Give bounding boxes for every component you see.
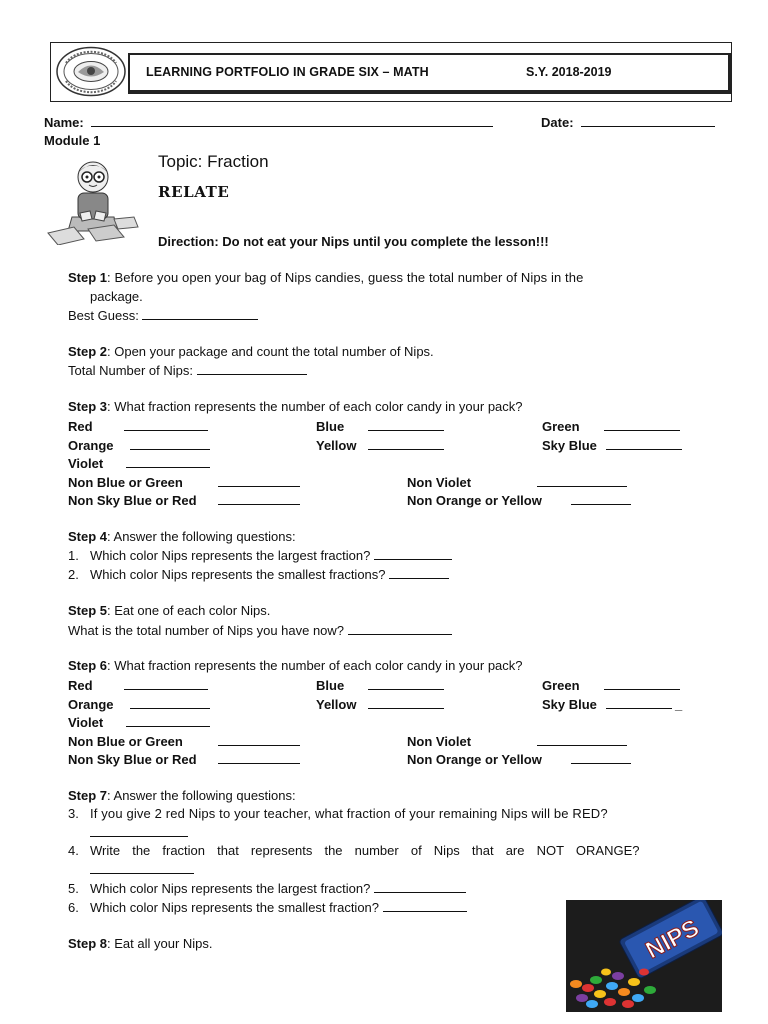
s6-skyblue: Sky Blue _ <box>542 697 683 712</box>
s3-non-violet: Non Violet <box>407 474 627 490</box>
s3-green-field[interactable] <box>604 418 680 431</box>
s6-non-orange-yellow: Non Orange or Yellow <box>407 751 631 767</box>
step7-q6-field[interactable] <box>383 899 467 912</box>
step4-q2-field[interactable] <box>389 566 449 579</box>
s3-skyblue-field[interactable] <box>606 437 682 450</box>
step4-q2: 2. Which color Nips represents the smallest fractions? <box>68 566 449 582</box>
s6-non-sky-red-field[interactable] <box>218 751 300 764</box>
step7-q5: 5. Which color Nips represents the largest fraction? <box>68 880 466 896</box>
s3-red-field[interactable] <box>124 418 208 431</box>
s6-blue-field[interactable] <box>368 677 444 690</box>
s6-green: Green <box>542 677 680 693</box>
portfolio-title: LEARNING PORTFOLIO IN GRADE SIX – MATH <box>146 65 429 79</box>
step5-q-field[interactable] <box>348 622 452 635</box>
s6-red-field[interactable] <box>124 677 208 690</box>
s3-non-orange-yellow-field[interactable] <box>571 492 631 505</box>
s3-violet-field[interactable] <box>126 455 210 468</box>
step7-q3-field[interactable] <box>90 824 188 837</box>
s6-skyblue-field[interactable] <box>606 696 672 709</box>
step1-text: : Before you open your bag of Nips candies, guess the total number of Nips in the <box>107 270 584 285</box>
step4-label: Step 4 <box>68 529 108 544</box>
step8-text: : Eat all your Nips. <box>107 936 213 951</box>
s6-non-orange-yellow-field[interactable] <box>571 751 631 764</box>
s6-non-blue-green-field[interactable] <box>218 733 300 746</box>
total-nips-row <box>68 362 307 378</box>
step1-text-cont: package. <box>90 289 143 304</box>
best-guess-field[interactable] <box>142 307 258 320</box>
name-label: Name <box>44 115 80 130</box>
s6-blue: Blue <box>316 677 444 693</box>
school-year: S.Y. 2018-2019 <box>526 65 612 79</box>
step7-q3: 3. If you give 2 red Nips to your teacher, what fraction of your remaining Nips will be RED? <box>68 806 608 821</box>
step3-line <box>68 399 523 414</box>
step7-label: Step 7 <box>68 788 108 803</box>
step2-line <box>68 344 434 359</box>
s3-skyblue: Sky Blue <box>542 437 682 453</box>
step4-text: : Answer the following questions: <box>107 529 296 544</box>
s3-non-blue-green-field[interactable] <box>218 474 300 487</box>
step6-text: : What fraction represents the number of each color candy in your pack? <box>107 658 523 673</box>
step8-label: Step 8 <box>68 936 108 951</box>
s6-non-violet-field[interactable] <box>537 733 627 746</box>
date-row: Date: <box>541 114 715 130</box>
total-nips-field[interactable] <box>197 362 307 375</box>
step7-q4: 4. Write the fraction that represents the number of Nips that are NOT ORANGE? <box>68 843 640 858</box>
s3-violet: Violet <box>68 455 210 471</box>
school-seal-icon <box>54 45 128 98</box>
direction-text: Direction: Do not eat your Nips until you complete the lesson!!! <box>158 234 549 249</box>
name-field[interactable] <box>91 114 493 127</box>
best-guess-row <box>68 307 258 323</box>
step5-q: What is the total number of Nips you have now? <box>68 622 452 638</box>
s3-non-sky-red: Non Sky Blue or Red <box>68 492 300 508</box>
s6-orange: Orange <box>68 696 210 712</box>
step7-text: : Answer the following questions: <box>107 788 296 803</box>
s6-orange-field[interactable] <box>130 696 210 709</box>
s3-orange-field[interactable] <box>130 437 210 450</box>
s6-yellow-field[interactable] <box>368 696 444 709</box>
s3-orange: Orange <box>68 437 210 453</box>
step3-text: : What fraction represents the number of each color candy in your pack? <box>107 399 523 414</box>
step2-text: : Open your package and count the total number of Nips. <box>107 344 434 359</box>
boy-puzzle-icon <box>44 155 140 245</box>
s3-blue: Blue <box>316 418 444 434</box>
step7-q5-field[interactable] <box>374 880 466 893</box>
step4-q1-field[interactable] <box>374 547 452 560</box>
step2-label: Step 2 <box>68 344 108 359</box>
best-guess-label: Best Guess: <box>68 308 139 323</box>
s3-green: Green <box>542 418 680 434</box>
s6-violet-field[interactable] <box>126 714 210 727</box>
s3-blue-field[interactable] <box>368 418 444 431</box>
step4-line <box>68 529 296 544</box>
total-nips-label: Total Number of Nips: <box>68 363 193 378</box>
step4-q1: 1. Which color Nips represents the largest fraction? <box>68 547 452 563</box>
step5-text: : Eat one of each color Nips. <box>107 603 271 618</box>
s3-yellow: Yellow <box>316 437 444 453</box>
s6-non-violet: Non Violet <box>407 733 627 749</box>
s6-non-sky-red: Non Sky Blue or Red <box>68 751 300 767</box>
s3-red: Red <box>68 418 208 434</box>
step6-line <box>68 658 523 673</box>
step1-label: Step 1 <box>68 270 108 285</box>
s3-yellow-field[interactable] <box>368 437 444 450</box>
step7-q6: 6. Which color Nips represents the smallest fraction? <box>68 899 467 915</box>
s6-non-blue-green: Non Blue or Green <box>68 733 300 749</box>
step7-q3-field-wrap <box>90 824 188 840</box>
s3-non-blue-green: Non Blue or Green <box>68 474 300 490</box>
step7-line <box>68 788 296 803</box>
s6-yellow: Yellow <box>316 696 444 712</box>
step7-q4-field-wrap <box>90 861 194 877</box>
step6-label: Step 6 <box>68 658 108 673</box>
s6-green-field[interactable] <box>604 677 680 690</box>
name-row: Name: <box>44 114 493 130</box>
relate-heading: RELATE <box>158 183 230 201</box>
s3-non-sky-red-field[interactable] <box>218 492 300 505</box>
step7-q4-field[interactable] <box>90 861 194 874</box>
step1-line <box>68 270 583 285</box>
date-label: Date <box>541 115 570 130</box>
date-field[interactable] <box>581 114 715 127</box>
module-label: Module 1 <box>44 133 101 148</box>
step5-label: Step 5 <box>68 603 108 618</box>
nips-brand-text: NIPS <box>641 914 704 965</box>
nips-candy-photo <box>566 900 722 1012</box>
s6-red: Red <box>68 677 208 693</box>
step8-line <box>68 936 213 951</box>
step3-label: Step 3 <box>68 399 108 414</box>
topic-title: Topic: Fraction <box>158 152 269 171</box>
s6-violet: Violet <box>68 714 210 730</box>
s3-non-orange-yellow: Non Orange or Yellow <box>407 492 631 508</box>
step5-line <box>68 603 270 618</box>
s3-non-violet-field[interactable] <box>537 474 627 487</box>
